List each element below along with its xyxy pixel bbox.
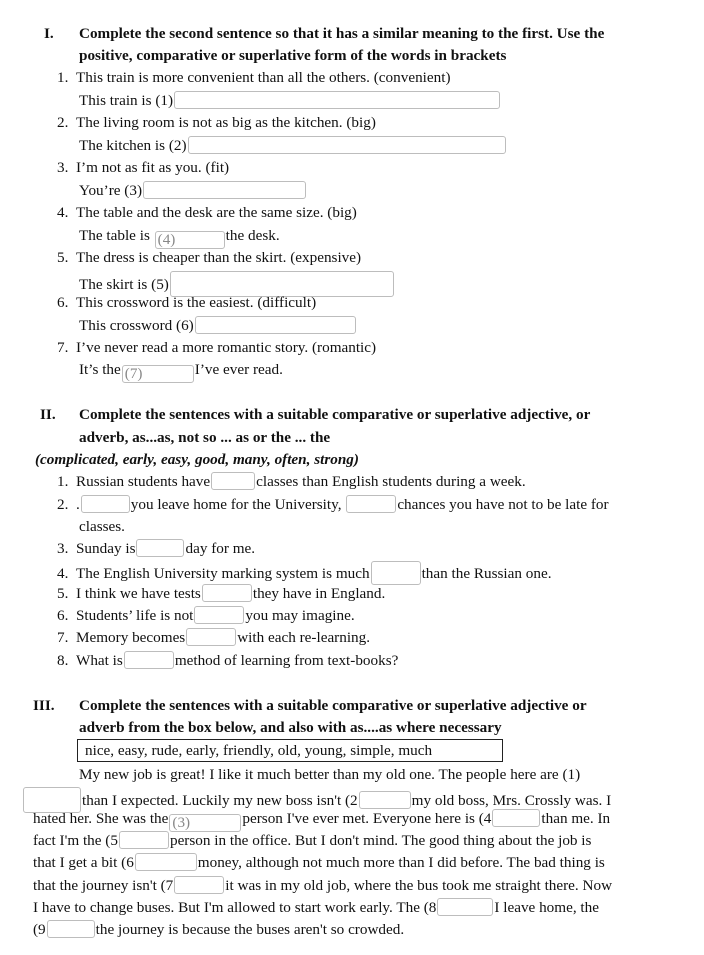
item-question: The dress is cheaper than the skirt. (expensive): [75, 249, 362, 266]
s2-item-2-continuation: classes.: [79, 518, 125, 535]
answer-input-6[interactable]: [195, 316, 356, 334]
answer-suffix: the desk.: [225, 227, 280, 244]
item-number: 3.: [57, 540, 69, 557]
text: than me. In: [541, 810, 611, 827]
s2-item-1: [57, 472, 526, 491]
answer-input[interactable]: [186, 628, 236, 646]
answer-input[interactable]: [346, 495, 396, 513]
sentence-end: they have in England.: [252, 585, 386, 602]
section-1-number: I.: [44, 25, 54, 42]
s1-item-6: [57, 293, 316, 312]
answer-input-4[interactable]: [155, 231, 225, 249]
answer-input-1[interactable]: [174, 91, 500, 109]
item-question: This train is more convenient than all the others. (convenient): [75, 69, 451, 86]
answer-prefix: It’s the: [79, 361, 121, 378]
text: (9: [33, 921, 46, 938]
answer-input[interactable]: [211, 472, 255, 490]
s1-answer-7: [79, 360, 283, 383]
item-question: The living room is not as big as the kitchen. (big): [75, 114, 376, 131]
answer-input-4[interactable]: [492, 809, 540, 827]
text: than I expected. Luckily my new boss isn't (2: [82, 792, 358, 809]
item-number: 2.: [57, 114, 69, 131]
answer-prefix: The kitchen is (2): [79, 137, 187, 154]
item-question: This crossword is the easiest. (difficult): [75, 294, 317, 311]
text: the journey is because the buses aren't so crowded.: [95, 921, 405, 938]
word-box-text: nice, easy, rude, early, friendly, old, young, simple, much: [85, 742, 433, 759]
answer-prefix: This crossword (6): [79, 317, 194, 334]
section-2-word-list: (complicated, early, easy, good, many, often, strong): [35, 451, 359, 468]
answer-prefix: This train is (1): [79, 92, 174, 109]
s1-item-1: [57, 68, 451, 87]
sentence-end: you may imagine.: [245, 607, 355, 624]
gap-number: (4): [157, 231, 176, 248]
text: that the journey isn't (7: [33, 877, 174, 894]
sentence-start: The English University marking system is much: [75, 565, 370, 582]
s2-item-6: [57, 606, 355, 625]
answer-input[interactable]: [371, 561, 421, 585]
sentence-start: Sunday is: [75, 540, 136, 557]
answer-input[interactable]: [202, 584, 252, 602]
text: person in the office. But I don't mind. The good thing about the job is: [169, 832, 592, 849]
text: that I get a bit (6: [33, 854, 134, 871]
answer-suffix: I’ve ever read.: [194, 361, 283, 378]
answer-input-8[interactable]: [437, 898, 493, 916]
item-number: 6.: [57, 294, 69, 311]
item-question: I’m not as fit as you. (fit): [75, 159, 230, 176]
paragraph-line-3: [33, 809, 610, 832]
item-number: 7.: [57, 339, 69, 356]
section-2-number: II.: [40, 406, 56, 423]
sentence-end: method of learning from text-books?: [174, 652, 399, 669]
answer-prefix: You’re (3): [79, 182, 142, 199]
section-2-title-line1: Complete the sentences with a suitable comparative or superlative adjective, or: [79, 406, 591, 423]
gap-number: (7): [124, 365, 143, 382]
text: person I've ever met. Everyone here is (4: [242, 810, 492, 827]
answer-input[interactable]: [124, 651, 174, 669]
item-number: 1.: [57, 69, 69, 86]
answer-input[interactable]: [194, 606, 244, 624]
text: money, although not much more than I did before. The bad thing is: [197, 854, 605, 871]
item-number: 8.: [57, 652, 69, 669]
text: hated her. She was the: [33, 810, 169, 827]
s2-item-7: [57, 628, 370, 647]
item-question: I’ve never read a more romantic story. (romantic): [75, 339, 377, 356]
item-number: 3.: [57, 159, 69, 176]
paragraph-line-7: [33, 898, 599, 917]
sentence-start: Memory becomes: [75, 629, 186, 646]
answer-prefix: The skirt is (5): [79, 276, 169, 293]
item-question: The table and the desk are the same size. (big): [75, 204, 357, 221]
text: I have to change buses. But I'm allowed to start work early. The (8: [33, 899, 437, 916]
section-1-title-line2: positive, comparative or superlative form of the words in brackets: [79, 47, 507, 64]
s2-item-8: [57, 651, 398, 670]
section-2-title-line2: adverb, as...as, not so ... as or the ... the: [79, 429, 331, 446]
item-number: 2.: [57, 496, 69, 513]
text: fact I'm the (5: [33, 832, 118, 849]
s1-item-3: [57, 158, 229, 177]
answer-input-6[interactable]: [135, 853, 197, 871]
answer-input-2[interactable]: [359, 791, 411, 809]
answer-input[interactable]: [81, 495, 130, 513]
item-number: 4.: [57, 204, 69, 221]
sentence-start: Students’ life is not: [75, 607, 194, 624]
answer-input-2[interactable]: [188, 136, 506, 154]
paragraph-line-5: [33, 853, 605, 872]
item-number: 5.: [57, 585, 69, 602]
paragraph-line-1: My new job is great! I like it much better than my old one. The people here are (1): [79, 766, 581, 783]
s1-answer-4: [79, 226, 280, 249]
answer-prefix: The table is: [79, 227, 150, 244]
section-3-title-line2: adverb from the box below, and also with as....as where necessary: [79, 719, 502, 736]
sentence-start: I think we have tests: [75, 585, 201, 602]
s1-answer-1: [79, 91, 501, 110]
section-3-title-line1: Complete the sentences with a suitable comparative or superlative adjective or: [79, 697, 587, 714]
paragraph-line-8: [33, 920, 404, 939]
sentence-start: What is: [75, 652, 123, 669]
section-3-number: III.: [33, 697, 55, 714]
gap-number: (3): [172, 814, 191, 831]
s1-item-7: [57, 338, 376, 357]
text: it was in my old job, where the bus took me straight there. Now: [225, 877, 613, 894]
s1-answer-3: [79, 181, 307, 200]
item-number: 6.: [57, 607, 69, 624]
sentence-end: day for me.: [185, 540, 256, 557]
sentence-end: classes than English students during a week.: [256, 473, 526, 490]
s1-item-4: [57, 203, 357, 222]
item-number: 5.: [57, 249, 69, 266]
s1-answer-2: [79, 136, 507, 155]
item-number: 4.: [57, 565, 69, 582]
sentence-start: .: [75, 496, 80, 513]
item-number: 7.: [57, 629, 69, 646]
item-number: 1.: [57, 473, 69, 490]
s2-item-2: [57, 495, 609, 514]
answer-input-3[interactable]: [143, 181, 306, 199]
answer-input-9[interactable]: [47, 920, 95, 938]
sentence-end: with each re-learning.: [237, 629, 371, 646]
s1-item-2: [57, 113, 376, 132]
answer-input-3[interactable]: [169, 814, 241, 832]
sentence-start: Russian students have: [75, 473, 211, 490]
paragraph-line-4: [33, 831, 591, 850]
sentence-middle: you leave home for the University,: [130, 496, 342, 513]
answer-input[interactable]: [136, 539, 184, 557]
s1-item-5: [57, 248, 361, 267]
text: my old boss, Mrs. Crossly was. I: [411, 792, 612, 809]
answer-input-7[interactable]: [122, 365, 194, 383]
answer-input-7[interactable]: [174, 876, 224, 894]
section-1-title-line1: Complete the second sentence so that it has a similar meaning to the first. Use the: [79, 25, 605, 42]
s2-item-5: [57, 584, 385, 603]
sentence-end: than the Russian one.: [421, 565, 552, 582]
s2-item-4: [57, 561, 552, 585]
answer-input-5[interactable]: [119, 831, 169, 849]
s1-answer-6: [79, 316, 357, 335]
text: I leave home, the: [494, 899, 599, 916]
sentence-end: chances you have not to be late for: [397, 496, 609, 513]
s2-item-3: [57, 539, 255, 558]
paragraph-line-6: [33, 876, 612, 895]
